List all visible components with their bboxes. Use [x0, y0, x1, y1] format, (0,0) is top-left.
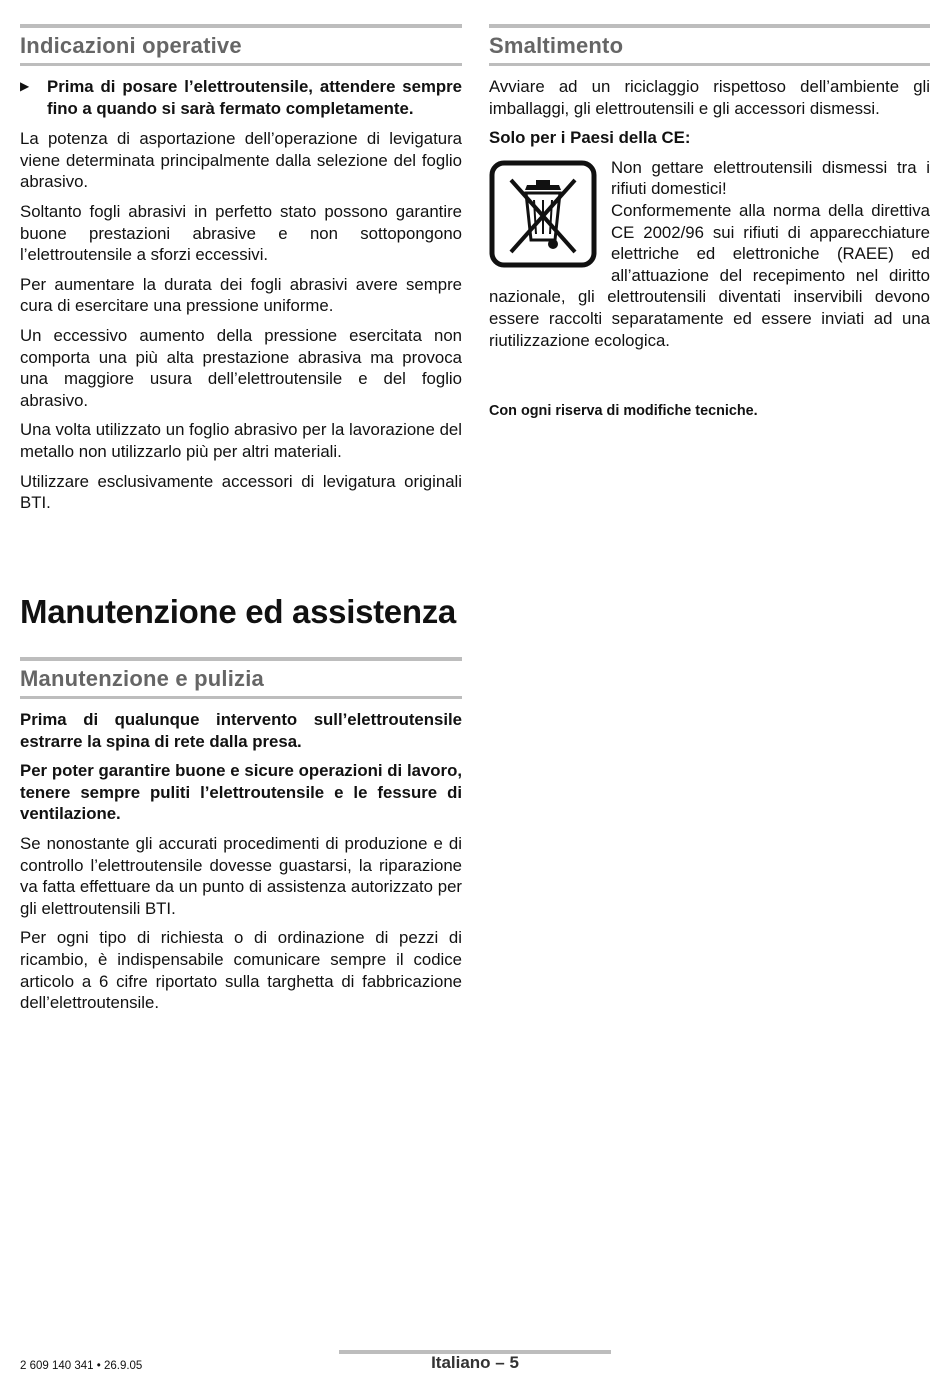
chapter-title: Manutenzione ed assistenza [20, 593, 456, 630]
page-number: Italiano – 5 [431, 1353, 519, 1372]
section-heading-maintenance: Manutenzione e pulizia [20, 657, 462, 699]
triangle-bullet-icon: ▶ [20, 79, 30, 93]
document-code: 2 609 140 341 • 26.9.05 [20, 1360, 143, 1372]
paragraph: Conformemente alla norma della direttiva CE 2002/96 sui rifiuti di apparecchiature elettriche ed elettroniche (RAEE) ed all’attuazione del recepimento nel diritto nazionale, gli elettroutensili diventati inservibili devono essere raccolti separatamente ed essere inviati ad una riutilizzazione ecologica. [489, 200, 930, 350]
paragraph: Per aumentare la durata dei fogli abrasivi avere sempre cura di esercitare una pressione uniforme. [20, 274, 462, 316]
paragraph: Se nonostante gli accurati procedimenti di produzione e di controllo l’elettroutensile dovesse guastarsi, la riparazione va fatta effettuare da un punto di assistenza autorizzato per gli elettroutensili BTI. [20, 833, 462, 918]
left-column [20, 24, 462, 522]
maintenance-section [20, 657, 462, 1022]
section-heading-disposal: Smaltimento [489, 24, 930, 66]
paragraph: Per ogni tipo di richiesta o di ordinazione di pezzi di ricambio, è indispensabile comunicare sempre il codice articolo a 6 cifre riportato sulla targhetta di fabbricazione dell’elettroutensile. [20, 928, 462, 1013]
bold-paragraph: Prima di qualunque intervento sull’elettroutensile estrarre la spina di rete dalla presa. [20, 710, 462, 751]
paragraph: La potenza di asportazione dell’operazione di levigatura viene determinata principalmente dalla selezione del foglio abrasivo. [20, 129, 462, 192]
paragraph: Una volta utilizzato un foglio abrasivo per la lavorazione del metallo non utilizzarlo più per altri materiali. [20, 420, 462, 461]
section-heading-operative: Indicazioni operative [20, 24, 462, 66]
paragraph: Non gettare elettroutensili dismessi tra i rifiuti domestici! [611, 157, 930, 199]
paragraph: Avviare ad un riciclaggio rispettoso dell’ambiente gli imballaggi, gli elettroutensili e gli accessori dismessi. [489, 77, 930, 118]
bullet-text: Prima di posare l’elettroutensile, attendere sempre fino a quando si sarà fermato completamente. [47, 77, 462, 118]
ce-label: Solo per i Paesi della CE: [489, 128, 691, 148]
technical-note: Con ogni riserva di modifiche tecniche. [489, 403, 758, 420]
crossed-out-wheelie-bin-icon [489, 160, 597, 268]
right-column [489, 24, 930, 431]
bullet-item [20, 76, 462, 119]
paragraph: Un eccessivo aumento della pressione esercitata non comporta una più alta prestazione abrasiva ma provoca una maggiore usura dell’elettroutensile e del foglio abrasivo. [20, 325, 462, 410]
paragraph: Soltanto fogli abrasivi in perfetto stato possono garantire buone prestazioni abrasive e non sottopongono l’elettroutensile a sforzi eccessivi. [20, 201, 462, 265]
paragraph: Utilizzare esclusivamente accessori di levigatura originali BTI. [20, 471, 462, 513]
bold-paragraph: Per poter garantire buone e sicure operazioni di lavoro, tenere sempre puliti l’elettroutensile e le fessure di ventilazione. [20, 761, 462, 824]
weee-block [489, 157, 930, 359]
